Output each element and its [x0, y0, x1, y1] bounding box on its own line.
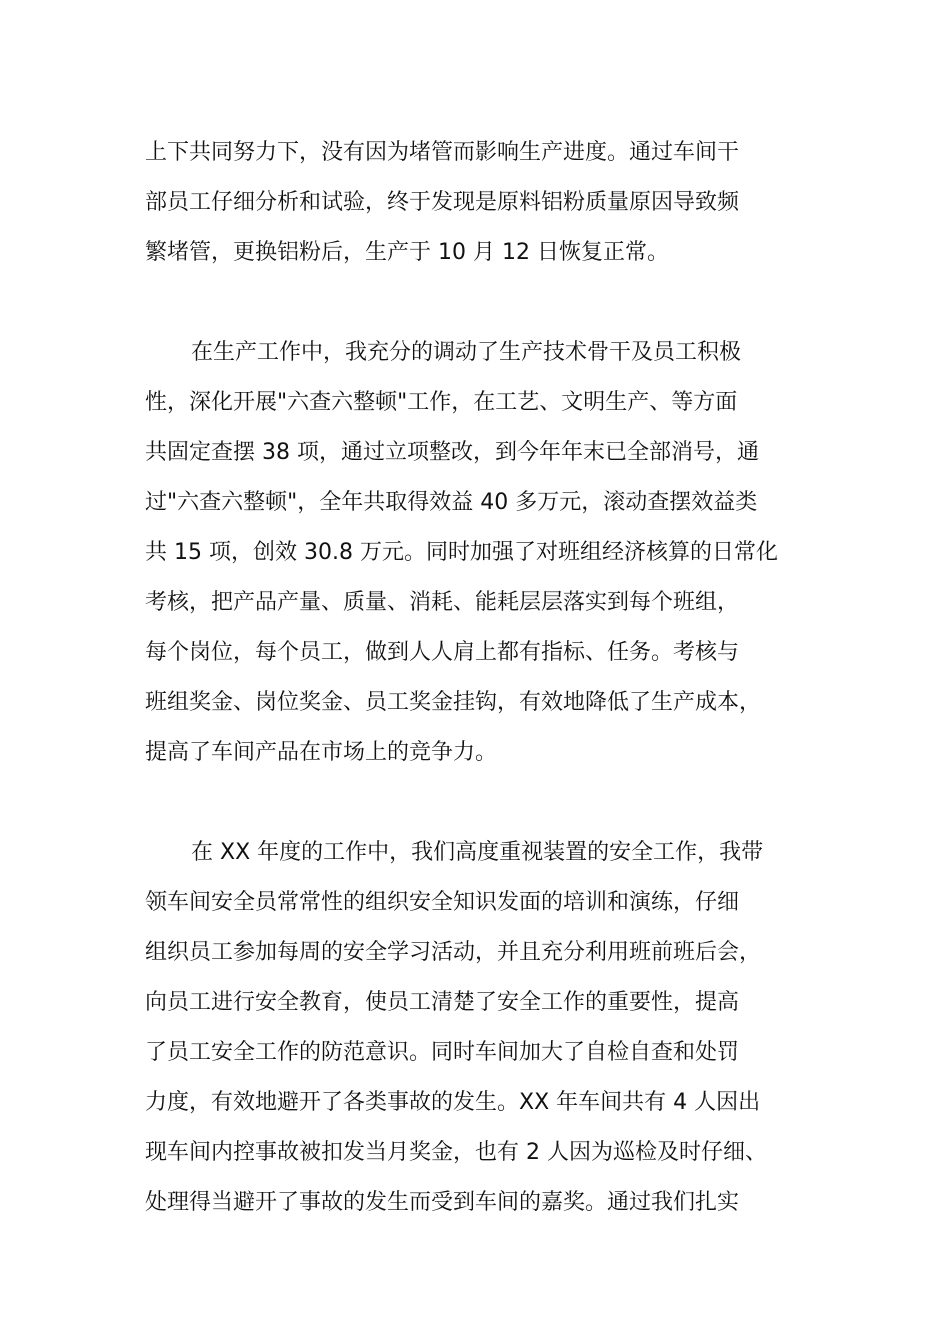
paragraph-line: 力度，有效地避开了各类事故的发生。XX 年车间共有 4 人因出 [145, 1090, 761, 1115]
paragraph-line: 向员工进行安全教育，使员工清楚了安全工作的重要性，提高 [145, 990, 740, 1015]
paragraph-line: 上下共同努力下，没有因为堵管而影响生产进度。通过车间干 [145, 140, 740, 165]
paragraph-line: 共 15 项，创效 30.8 万元。同时加强了对班组经济核算的日常化 [145, 540, 778, 565]
paragraph-line: 提高了车间产品在市场上的竞争力。 [145, 740, 498, 765]
paragraph-1 [145, 128, 835, 278]
paragraph-line: 组织员工参加每周的安全学习活动，并且充分利用班前班后会， [145, 940, 762, 965]
paragraph-line: 领车间安全员常常性的组织安全知识发面的培训和演练，仔细 [145, 890, 740, 915]
paragraph-spacer [145, 278, 835, 328]
paragraph-line: 性，深化开展"六查六整顿"工作，在工艺、文明生产、等方面 [145, 390, 738, 415]
paragraph-line: 在生产工作中，我充分的调动了生产技术骨干及员工积极 [191, 340, 742, 365]
paragraph-line: 过"六查六整顿"，全年共取得效益 40 多万元，滚动查摆效益类 [145, 490, 758, 515]
paragraph-line: 处理得当避开了事故的发生而受到车间的嘉奖。通过我们扎实 [145, 1190, 740, 1215]
paragraph-line: 考核，把产品产量、质量、消耗、能耗层层落实到每个班组， [145, 590, 740, 615]
paragraph-line: 现车间内控事故被扣发当月奖金，也有 2 人因为巡检及时仔细、 [145, 1140, 767, 1165]
paragraph-3 [145, 828, 835, 1228]
paragraph-line: 部员工仔细分析和试验，终于发现是原料铝粉质量原因导致频 [145, 190, 740, 215]
paragraph-line: 每个岗位，每个员工，做到人人肩上都有指标、任务。考核与 [145, 640, 740, 665]
document-body [145, 128, 835, 1228]
paragraph-spacer [145, 778, 835, 828]
paragraph-2 [145, 328, 835, 778]
paragraph-line: 共固定查摆 38 项，通过立项整改，到今年年末已全部消号，通 [145, 440, 759, 465]
paragraph-line: 了员工安全工作的防范意识。同时车间加大了自检自查和处罚 [145, 1040, 740, 1065]
paragraph-line: 在 XX 年度的工作中，我们高度重视装置的安全工作，我带 [191, 840, 764, 865]
paragraph-line: 繁堵管，更换铝粉后，生产于 10 月 12 日恢复正常。 [145, 240, 669, 265]
paragraph-line: 班组奖金、岗位奖金、员工奖金挂钩，有效地降低了生产成本， [145, 690, 762, 715]
